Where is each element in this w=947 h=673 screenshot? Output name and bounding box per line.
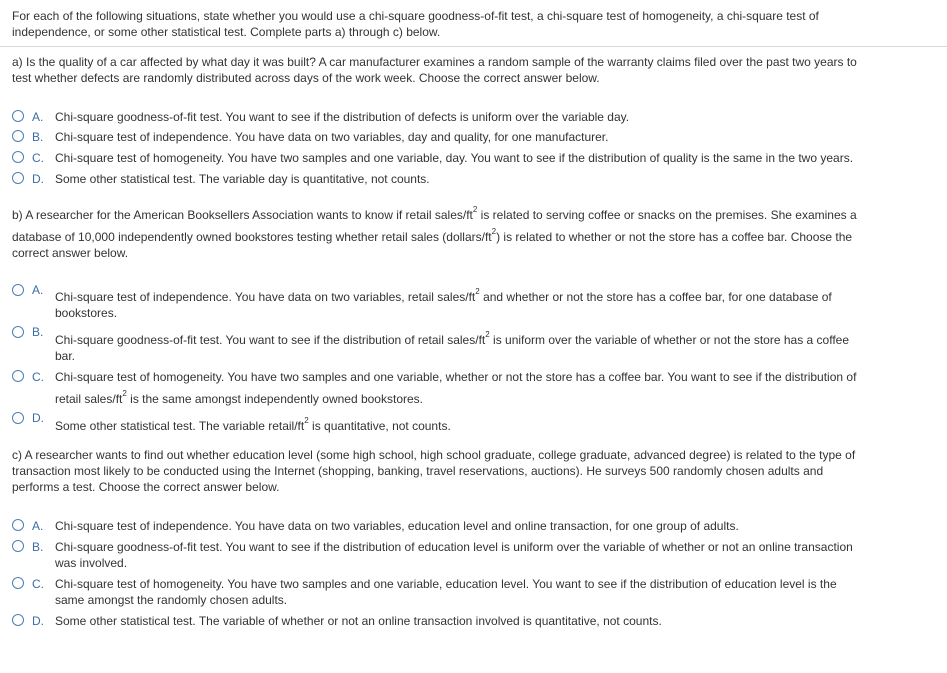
option-text: Some other statistical test. The variable day is quantitative, not counts. — [55, 172, 430, 186]
text: and whether or not the store has a coffee bar, for one database of — [479, 290, 832, 304]
option-letter: D. — [32, 614, 44, 628]
option-letter: B. — [32, 325, 44, 339]
radio-button[interactable] — [12, 284, 24, 296]
option-text-line-2: was involved. — [55, 556, 128, 570]
superscript: 2 — [304, 416, 309, 425]
text: Chi-square goodness-of-fit test. You want to see if the distribution of retail sales/ft — [55, 333, 486, 347]
text: retail sales/ft — [55, 392, 123, 406]
option-text: Chi-square goodness-of-fit test. You want to see if the distribution of defects is uniform over the variable day. — [55, 110, 630, 124]
radio-button[interactable] — [12, 540, 24, 552]
part-b-question-line-1 — [12, 207, 857, 223]
option-text — [55, 418, 451, 434]
text: database of 10,000 independently owned bookstores testing whether retail sales (dollars/ft — [12, 230, 492, 244]
radio-button[interactable] — [12, 110, 24, 122]
radio-button[interactable] — [12, 370, 24, 382]
part-b-question-line-2 — [12, 229, 852, 245]
text: b) A researcher for the American Booksellers Association wants to know if retail sales/ft — [12, 208, 473, 222]
part-a-question-line-1: a) Is the quality of a car affected by what day it was built? A car manufacturer examines a random sample of the warranty claims filed over the past two years to — [12, 55, 857, 69]
text: is related to serving coffee or snacks on the premises. She examines a — [477, 208, 857, 222]
instructions-line-2: independence, or some other statistical test. Complete parts a) through c) below. — [12, 25, 441, 39]
option-text-line-2 — [55, 391, 423, 407]
option-letter: C. — [32, 370, 44, 384]
option-text-line-2: bookstores. — [55, 306, 118, 320]
part-a-question-line-2: test whether defects are randomly distributed across days of the work week. Choose the correct answer below. — [12, 71, 600, 85]
option-letter: B. — [32, 130, 44, 144]
text: Some other statistical test. The variable retail/ft — [55, 419, 305, 433]
radio-button[interactable] — [12, 412, 24, 424]
text: is uniform over the variable of whether or not the store has a coffee — [489, 333, 850, 347]
superscript: 2 — [472, 205, 478, 214]
radio-button[interactable] — [12, 172, 24, 184]
option-text: Some other statistical test. The variable of whether or not an online transaction involved is quantitative, not counts. — [55, 614, 662, 628]
option-text-line-2: bar. — [55, 349, 76, 363]
part-c-question-line-2: transaction most likely to be conducted using the Internet (shopping, banking, travel reservations, auctions). He surveys 500 randomly chosen adults and — [12, 464, 824, 478]
text: ) is related to whether or not the store has a coffee bar. Choose the — [496, 230, 853, 244]
option-letter: A. — [32, 110, 44, 124]
option-letter: D. — [32, 172, 44, 186]
option-letter: A. — [32, 283, 44, 297]
superscript: 2 — [122, 389, 127, 398]
divider — [0, 46, 947, 47]
option-letter: C. — [32, 151, 44, 165]
part-c-question-line-3: performs a test. Choose the correct answer below. — [12, 480, 280, 494]
radio-button[interactable] — [12, 151, 24, 163]
superscript: 2 — [475, 287, 480, 296]
text: Chi-square test of independence. You have data on two variables, retail sales/ft — [55, 290, 476, 304]
radio-button[interactable] — [12, 577, 24, 589]
superscript: 2 — [485, 330, 490, 339]
instructions-line-1: For each of the following situations, state whether you would use a chi-square goodness-of-fit test, a chi-square test of homogeneity, a chi-square test of — [12, 9, 819, 23]
option-text-line-1: Chi-square test of homogeneity. You have two samples and one variable, whether or not the store has a coffee bar. You want to see if the distribution of — [55, 370, 857, 384]
option-text-line-1 — [55, 289, 832, 305]
option-text-line-1 — [55, 332, 849, 348]
superscript: 2 — [491, 227, 497, 236]
option-text: Chi-square test of homogeneity. You have two samples and one variable, day. You want to see if the distribution of quality is the same in the two years. — [55, 151, 854, 165]
text: is the same amongst independently owned bookstores. — [126, 392, 423, 406]
option-text: Chi-square test of independence. You have data on two variables, education level and online transaction, for one group of adults. — [55, 519, 739, 533]
radio-button[interactable] — [12, 614, 24, 626]
option-letter: C. — [32, 577, 44, 591]
radio-button[interactable] — [12, 519, 24, 531]
option-text-line-1: Chi-square goodness-of-fit test. You want to see if the distribution of education level is uniform over the variable of whether or not an online transaction — [55, 540, 853, 554]
option-letter: D. — [32, 411, 44, 425]
option-text: Chi-square test of independence. You have data on two variables, day and quality, for one manufacturer. — [55, 130, 609, 144]
option-text-line-1: Chi-square test of homogeneity. You have two samples and one variable, education level. You want to see if the distribution of education level is the — [55, 577, 837, 591]
option-text-line-2: same amongst the randomly chosen adults. — [55, 593, 288, 607]
text: is quantitative, not counts. — [308, 419, 451, 433]
radio-button[interactable] — [12, 326, 24, 338]
option-letter: B. — [32, 540, 44, 554]
part-b-question-line-3: correct answer below. — [12, 246, 129, 260]
option-letter: A. — [32, 519, 44, 533]
radio-button[interactable] — [12, 130, 24, 142]
part-c-question-line-1: c) A researcher wants to find out whether education level (some high school, high school graduate, college graduate, advanced degree) is related to the type of — [12, 448, 856, 462]
